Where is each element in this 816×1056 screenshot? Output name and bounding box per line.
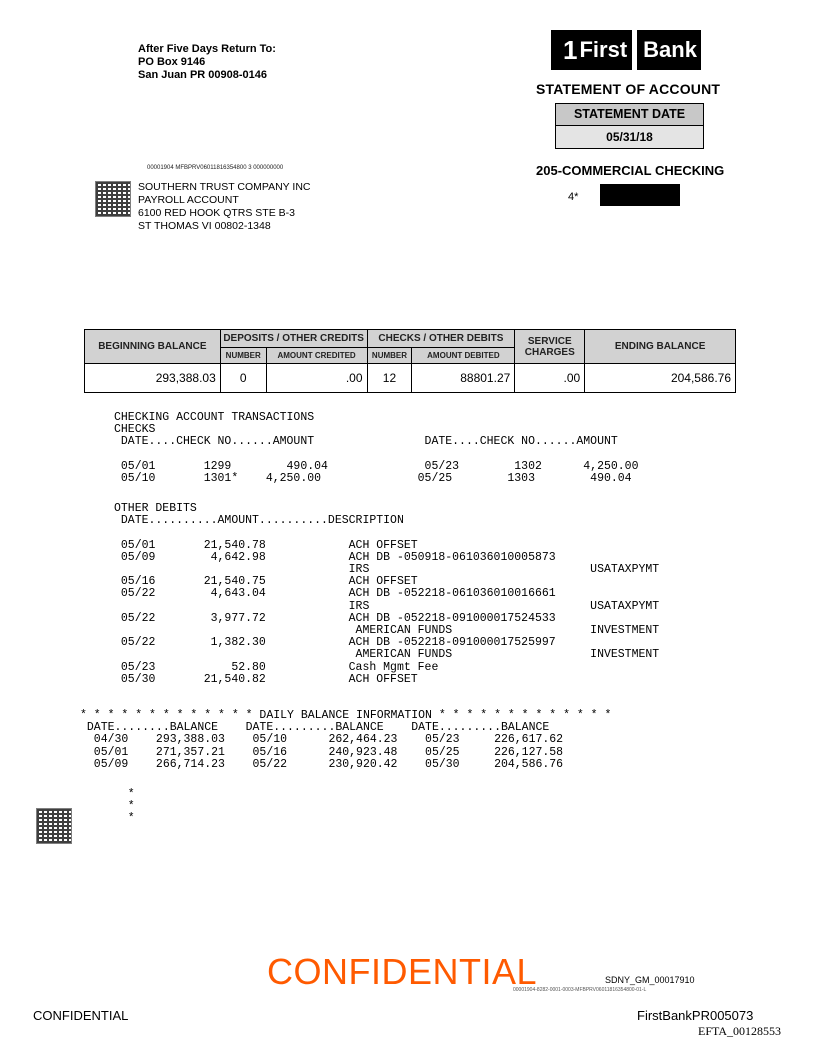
statement-date-label: STATEMENT DATE	[556, 104, 703, 126]
mailing-address-line: SOUTHERN TRUST COMPANY INC	[138, 181, 311, 193]
account-number-prefix: 4*	[568, 191, 579, 203]
return-address-line: After Five Days Return To:	[138, 43, 276, 55]
checks-number-value: 12	[367, 364, 412, 393]
account-summary-table	[84, 329, 736, 393]
barcode-text: 00001904-8282-0001-0003-MFBPRV06011816354800-01-L	[513, 987, 647, 993]
return-address-line: San Juan PR 00908-0146	[138, 69, 268, 81]
statement-date-box	[555, 103, 704, 149]
header-dep-number: NUMBER	[220, 348, 266, 364]
header-ending-balance: ENDING BALANCE	[585, 330, 736, 364]
header-amount-debited: AMOUNT DEBITED	[412, 348, 515, 364]
logo-bank: Bank	[643, 37, 697, 62]
header-deposits: DEPOSITS / OTHER CREDITS	[220, 330, 367, 348]
return-address	[138, 43, 276, 82]
checks-amount-value: 88801.27	[412, 364, 515, 393]
header-service-charges: SERVICE CHARGES	[515, 330, 585, 364]
statement-title: STATEMENT OF ACCOUNT	[536, 81, 721, 97]
header-checks: CHECKS / OTHER DEBITS	[367, 330, 515, 348]
efta-number: EFTA_00128553	[698, 1024, 782, 1038]
other-debits-section: OTHER DEBITS DATE..........AMOUNT..........DESCRIPTION 05/01 21,540.78 ACH OFFSET 05/09 4,642.98 ACH DB -050918-061036010005873 IRS USATAXPYMT 05/16 21,540.75 ACH OFFSET 05/22 4,643.04 ACH DB -052218-061036010016661 IRS USATAXPYMT 05/22 3,977.72 ACH DB -052218-091000017524533 AMERICAN FUNDS INVESTMENT 05/22 1,382.30 ACH DB -052218-091000017525997 AMERICAN FUNDS INVESTMENT 05/23 52.80 Cash Mgmt Fee 05/30 21,540.82 ACH OFFSET	[114, 502, 660, 686]
statement-date-value: 05/31/18	[556, 126, 703, 148]
deposits-amount-value: .00	[266, 364, 367, 393]
header-beginning-balance: BEGINNING BALANCE	[85, 330, 221, 364]
logo-divider	[632, 30, 637, 70]
confidential-stamp: CONFIDENTIAL	[267, 951, 538, 992]
micro-code: 00001904 MFBPRV06011816354800 3 000000000	[147, 165, 284, 171]
return-address-line: PO Box 9146	[138, 56, 206, 68]
mailing-address-line: PAYROLL ACCOUNT	[138, 194, 239, 206]
checks-section: CHECKING ACCOUNT TRANSACTIONS CHECKS DATE....CHECK NO......AMOUNT DATE....CHECK NO......AMOUNT 05/01 1299 490.04 05/23 1302 4,250.00 05/10 1301* 4,250.00 05/25 1303 490.04	[114, 411, 639, 486]
end-stars: * * *	[127, 788, 135, 826]
confidential-label: CONFIDENTIAL	[33, 1008, 129, 1023]
header-chk-number: NUMBER	[367, 348, 412, 364]
mailing-address-line: 6100 RED HOOK QTRS STE B-3	[138, 207, 295, 219]
deposits-number-value: 0	[220, 364, 266, 393]
logo-one: 1	[563, 34, 578, 65]
redaction-box	[600, 184, 680, 206]
mailing-address-line: ST THOMAS VI 00802-1348	[138, 220, 271, 232]
ending-balance-value: 204,586.76	[585, 364, 736, 393]
bates-number: FirstBankPR005073	[637, 1008, 754, 1023]
firstbank-logo	[551, 30, 701, 70]
datamatrix-code-icon	[95, 181, 131, 217]
sdny-number: SDNY_GM_00017910	[605, 975, 695, 985]
account-type: 205-COMMERCIAL CHECKING	[536, 163, 725, 178]
mailing-address	[138, 181, 311, 233]
beginning-balance-value: 293,388.03	[85, 364, 221, 393]
header-amount-credited: AMOUNT CREDITED	[266, 348, 367, 364]
logo-first: First	[579, 37, 628, 62]
daily-balance-section: * * * * * * * * * * * * * DAILY BALANCE INFORMATION * * * * * * * * * * * * * DATE........BALANCE DATE.........BALANCE DATE.........BALANCE 04/30 293,388.03 05/10 262,464.23 05/23 226,617.62 05/01 271,357.21 05/16 240,923.48 05/25 226,127.58 05/09 266,714.23 05/22 230,920.42 05/30 204,586.76	[80, 709, 612, 771]
service-charges-value: .00	[515, 364, 585, 393]
datamatrix-code-icon	[36, 808, 72, 844]
